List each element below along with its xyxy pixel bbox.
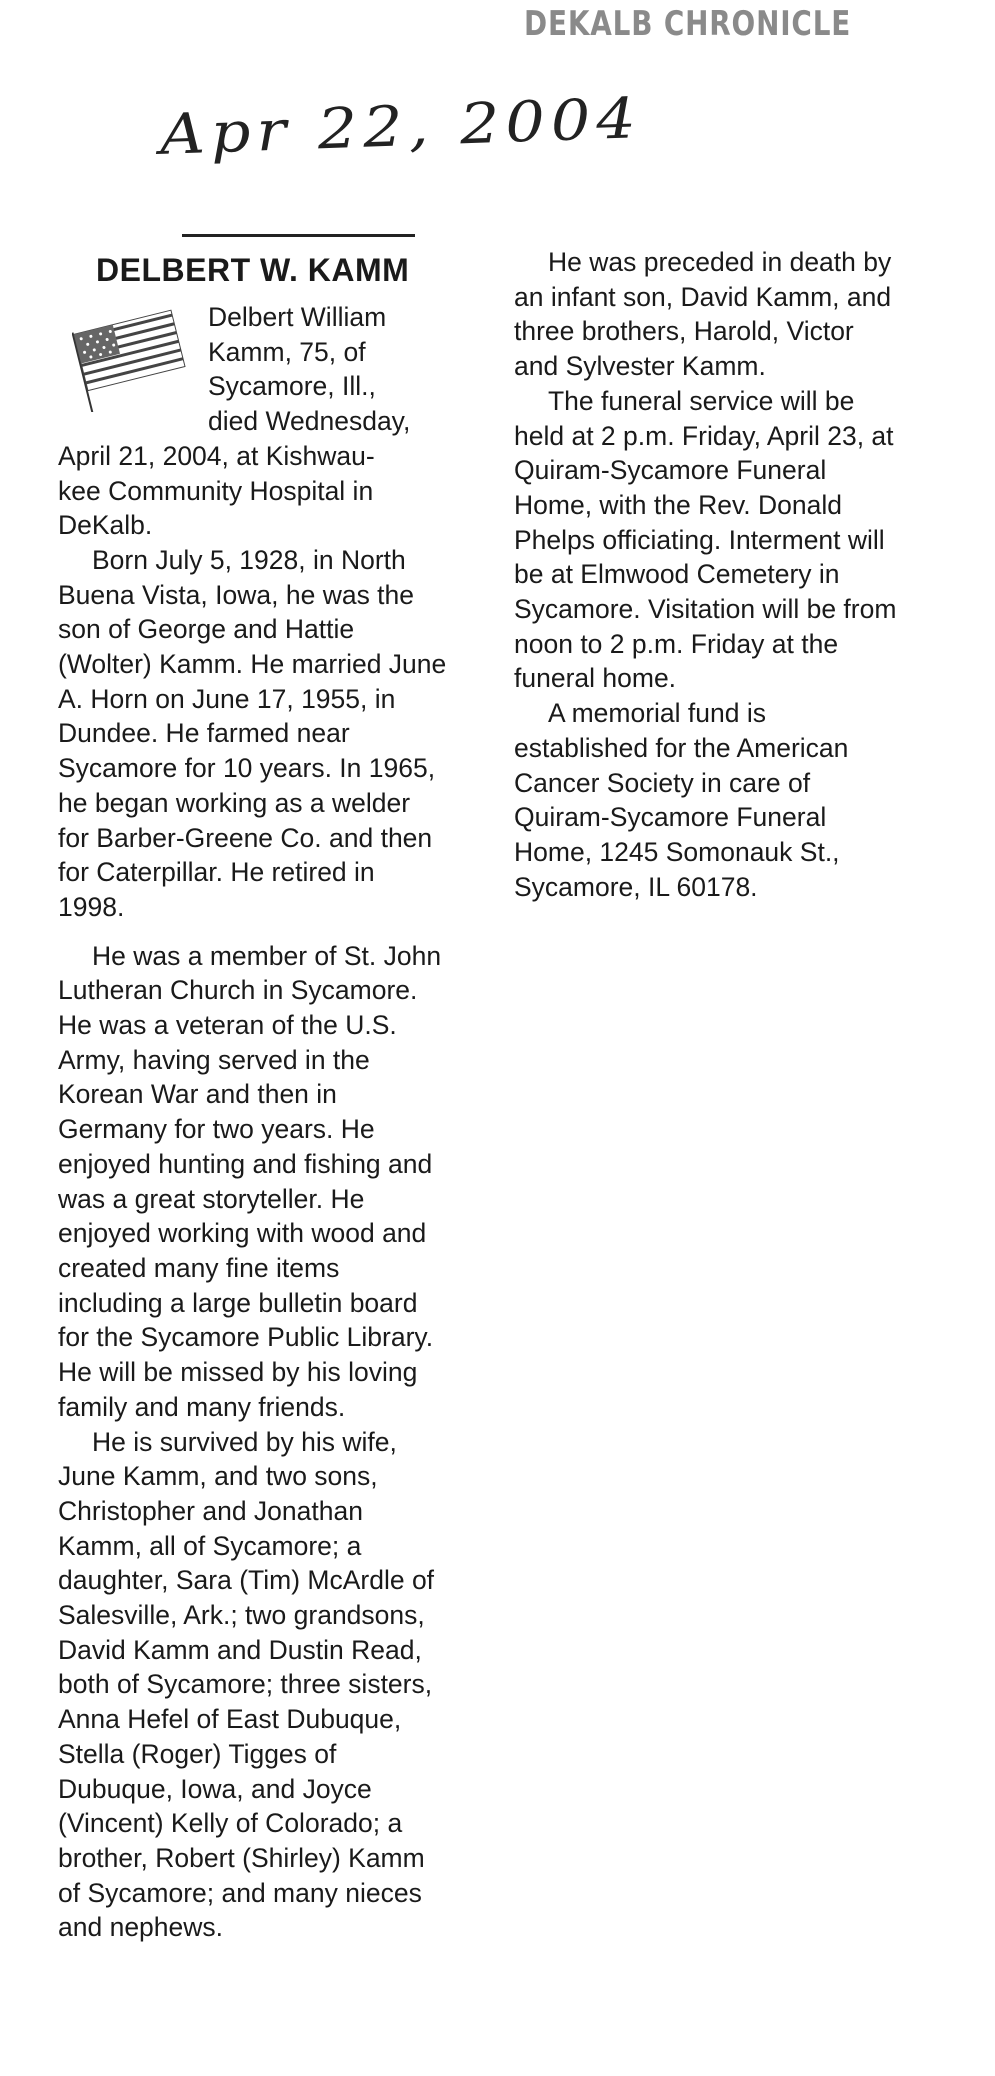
funeral-paragraph: The funeral service will be held at 2 p.m. Friday, April 23, at Quiram-Sycamore Funeral Home, with the Rev. Donald Phelps officiating. Interment will be at Elmwood Cemetery in Sycamore. Visitation will be from noon to 2 p.m. Friday at the funeral home. [514, 385, 897, 694]
intro-line: Kamm, 75, of [208, 336, 366, 367]
membership-paragraph: He was a member of St. John Lutheran Church in Sycamore. He was a veteran of the U.S. Army, having served in the Korean War and then in Germany for two years. He enjoyed hunting and fishing and was a great storyteller. He enjoyed working with wood and created many fine items including a large bulletin board for the Sycamore Public Library. He will be missed by his loving family and many friends. [58, 940, 442, 1422]
right-column [514, 245, 904, 904]
intro-line: DeKalb. [58, 510, 153, 541]
intro-paragraph [58, 300, 448, 543]
memorial-paragraph: A memorial fund is established for the American Cancer Society in care of Quiram-Sycamore Funeral Home, 1245 Somonauk St., Sycamore, IL 60178. [514, 698, 849, 902]
preceded-paragraph: He was preceded in death by an infant son, David Kamm, and three brothers, Harold, Victor and Sylvester Kamm. [514, 247, 892, 382]
intro-line: kee Community Hospital in [58, 475, 374, 506]
handwritten-date: Apr 22, 2004 [158, 84, 643, 168]
intro-line: died Wednesday, [208, 406, 411, 437]
intro-line: Sycamore, Ill., [208, 371, 376, 402]
obituary-headline: DELBERT W. KAMM [96, 252, 410, 288]
intro-line: Delbert William [208, 302, 387, 332]
left-column [58, 300, 448, 1945]
intro-line: April 21, 2004, at Kishwau- [58, 440, 375, 471]
biography-paragraph: Born July 5, 1928, in North Buena Vista, Iowa, he was the son of George and Hattie (Wolter) Kamm. He married June A. Horn on June 17, 1955, in Dundee. He farmed near Sycamore for 10 years. In 1965, he began working as a welder for Barber-Greene Co. and then for Caterpillar. He retired in 1998. [58, 544, 447, 922]
publication-stamp: DEKALB CHRONICLE [524, 4, 852, 44]
survivors-paragraph: He is survived by his wife, June Kamm, and two sons, Christopher and Jonathan Kamm, all of Sycamore; a daughter, Sara (Tim) McArdle of Salesville, Ark.; two grandsons, David Kamm and Dustin Read, both of Sycamore; three sisters, Anna Hefel of East Dubuque, Stella (Roger) Tigges of Dubuque, Iowa, and Joyce (Vincent) Kelly of Colorado; a brother, Robert (Shirley) Kamm of Sycamore; and many nieces and nephews. [58, 1426, 435, 1943]
headline-rule [182, 234, 415, 237]
